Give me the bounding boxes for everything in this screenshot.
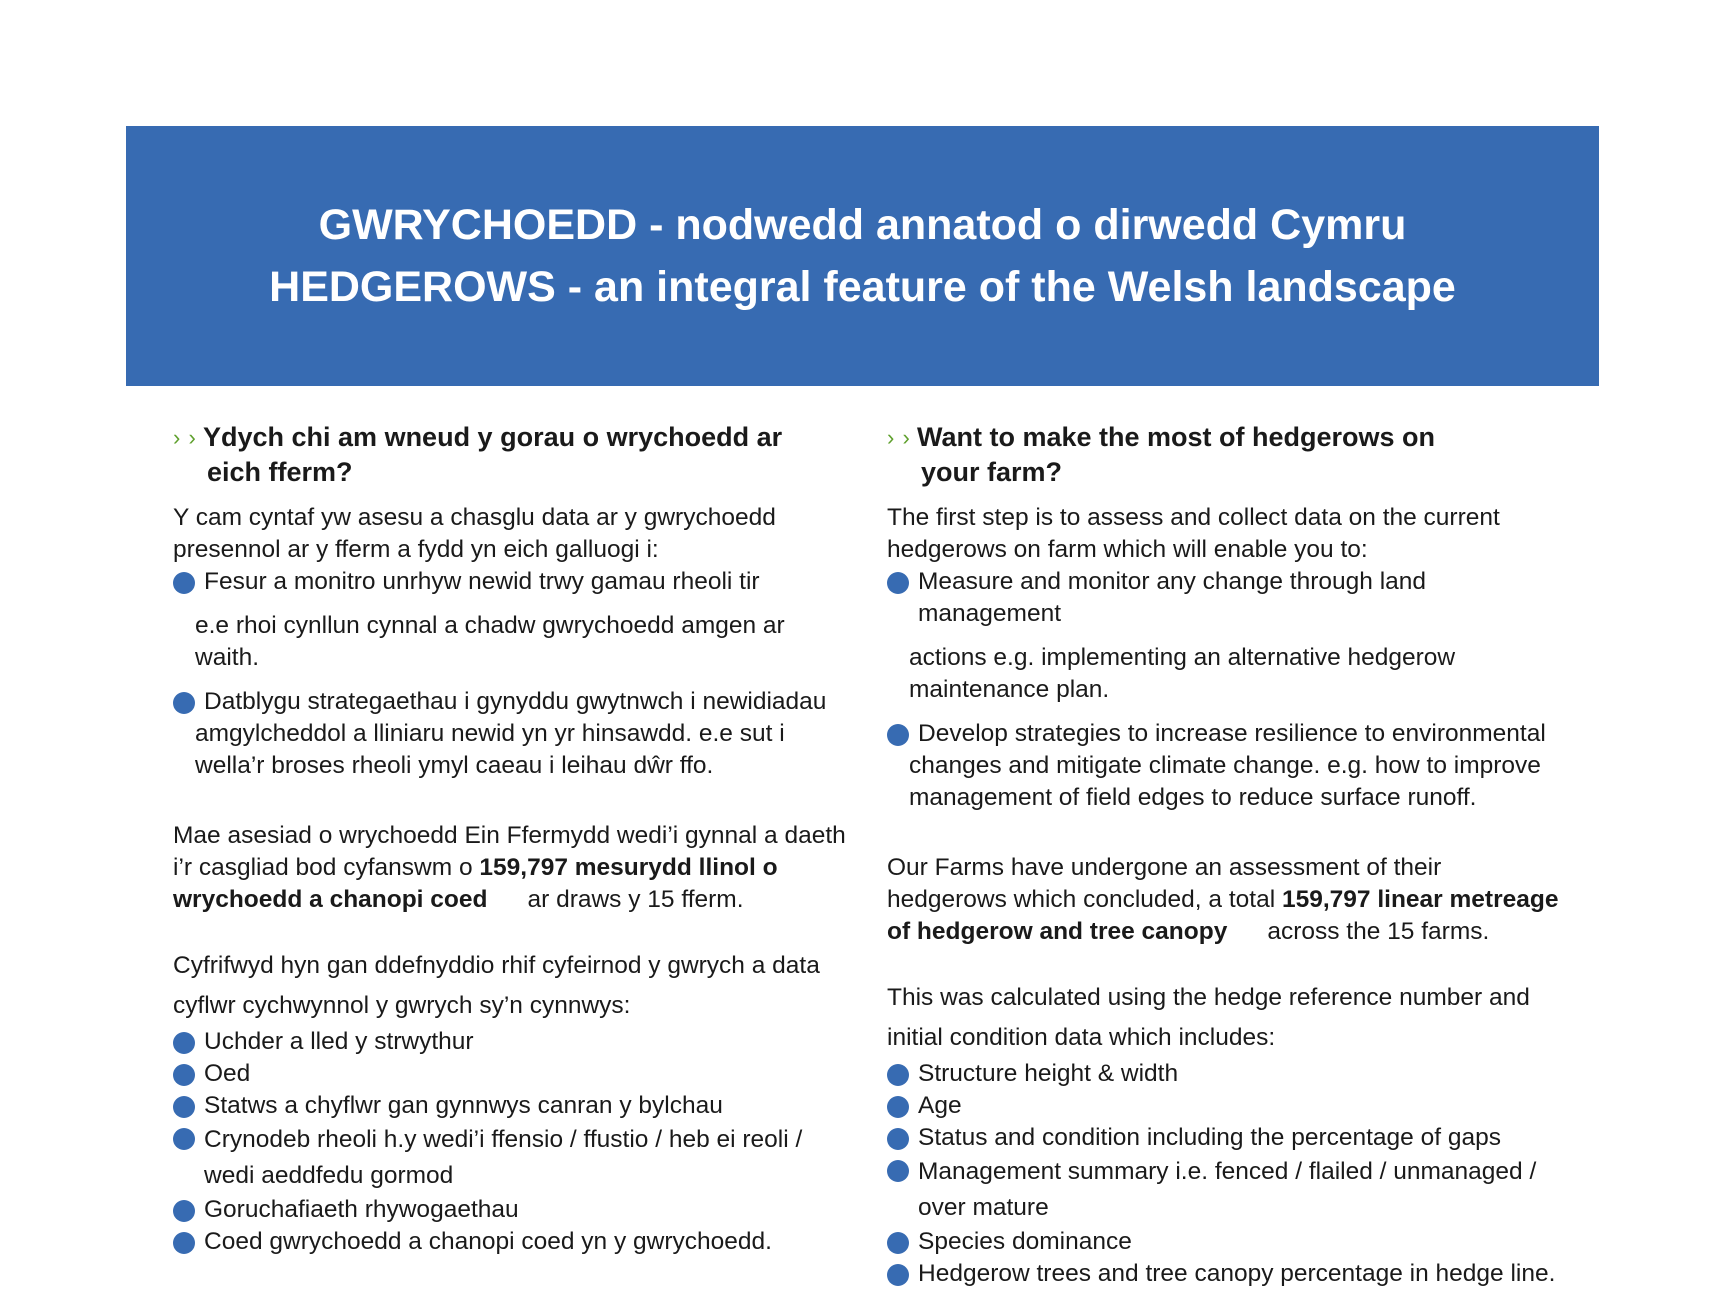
english-heading (887, 420, 1537, 490)
english-assessment (887, 852, 1567, 948)
blue-dot-icon (173, 1064, 195, 1086)
double-chevron-right-icon: › › (173, 425, 197, 450)
bullet-text-continued: changes and mitigate climate change. e.g. how to improve management of field edges to reduce surface runoff. (909, 752, 1541, 811)
welsh-heading (173, 420, 823, 490)
list-item (887, 1226, 1567, 1258)
english-heading-line2: your farm? (921, 457, 1063, 487)
welsh-column (173, 420, 853, 1258)
bullet-text: Goruchafiaeth rhywogaethau (204, 1196, 519, 1223)
english-column (887, 420, 1567, 1290)
welsh-heading-line1: Ydych chi am wneud y gorau o wrychoedd ar (203, 422, 783, 452)
bullet-text: Management summary i.e. fenced / flailed / unmanaged / over mature (918, 1158, 1537, 1221)
list-item (887, 1258, 1567, 1290)
bullet-text: Statws a chyflwr gan gynnwys canran y bylchau (204, 1092, 723, 1119)
blue-dot-icon (887, 1096, 909, 1118)
english-calc-intro: This was calculated using the hedge reference number and initial condition data which includes: (887, 984, 1530, 1051)
blue-dot-icon (887, 1064, 909, 1086)
list-item (887, 1122, 1567, 1154)
bullet-text: Coed gwrychoedd a chanopi coed yn y gwrychoedd. (204, 1228, 772, 1255)
bullet-text: Fesur a monitro unrhyw newid trwy gamau rheoli tir (204, 568, 760, 595)
blue-dot-icon (173, 1128, 195, 1150)
welsh-assessment (173, 820, 853, 916)
english-benefits-list (887, 566, 1567, 814)
bullet-text-continued: amgylcheddol a lliniaru newid yn yr hinsawdd. e.e sut i wella’r broses rheoli ymyl caeau i leihau dŵr ffo. (195, 720, 785, 779)
bullet-text: Uchder a lled y strwythur (204, 1028, 474, 1055)
bullet-text: Measure and monitor any change through land management (918, 568, 1427, 627)
list-item (173, 566, 853, 674)
bullet-text: Hedgerow trees and tree canopy percentage in hedge line. (918, 1260, 1556, 1287)
assessment-text: Our Farms have undergone an assessment of their hedgerows which concluded, a total (887, 854, 1442, 913)
list-item (173, 686, 853, 782)
blue-dot-icon (173, 1200, 195, 1222)
assessment-text-end: across the 15 farms. (1267, 918, 1490, 945)
title-welsh: GWRYCHOEDD - nodwedd annatod o dirwedd Cymru (318, 201, 1407, 249)
welsh-intro: Y cam cyntaf yw asesu a chasglu data ar y gwrychoedd presennol ar y fferm a fydd yn eich galluogi i: (173, 504, 776, 563)
english-intro: The first step is to assess and collect data on the current hedgerows on farm which will enable you to: (887, 504, 1500, 563)
assessment-total: 159,797 linear metreage of hedgerow and tree canopy (887, 886, 1559, 945)
welsh-calc-intro: Cyfrifwyd hyn gan ddefnyddio rhif cyfeirnod y gwrych a data cyflwr cychwynnol y gwrych sy’n cynnwys: (173, 952, 820, 1019)
bullet-text: Age (918, 1092, 962, 1119)
bullet-text: Status and condition including the percentage of gaps (918, 1124, 1501, 1151)
bullet-text: Develop strategies to increase resilience to environmental (918, 720, 1546, 747)
assessment-text-end: ar draws y 15 fferm. (527, 886, 744, 913)
list-item (887, 566, 1567, 706)
english-heading-line1: Want to make the most of hedgerows on (917, 422, 1436, 452)
blue-dot-icon (173, 572, 195, 594)
welsh-condition-list (173, 1026, 853, 1258)
welsh-heading-line2: eich fferm? (207, 457, 353, 487)
blue-dot-icon (173, 692, 195, 714)
list-item (173, 1058, 853, 1090)
blue-dot-icon (887, 724, 909, 746)
double-chevron-right-icon: › › (887, 425, 911, 450)
list-item (173, 1090, 853, 1122)
list-item (173, 1226, 853, 1258)
blue-dot-icon (887, 1232, 909, 1254)
bullet-text: Structure height & width (918, 1060, 1179, 1087)
bullet-text: Datblygu strategaethau i gynyddu gwytnwch i newidiadau (204, 688, 827, 715)
list-item (173, 1026, 853, 1058)
title-english: HEDGEROWS - an integral feature of the Welsh landscape (269, 263, 1456, 311)
list-item (887, 1058, 1567, 1090)
bullet-text: Oed (204, 1060, 251, 1087)
list-item (887, 1090, 1567, 1122)
blue-dot-icon (173, 1232, 195, 1254)
bullet-text-continued: e.e rhoi cynllun cynnal a chadw gwrychoedd amgen ar waith. (195, 612, 785, 671)
bullet-text-continued: actions e.g. implementing an alternative hedgerow maintenance plan. (909, 644, 1456, 703)
blue-dot-icon (887, 1160, 909, 1182)
blue-dot-icon (887, 572, 909, 594)
bullet-text: Crynodeb rheoli h.y wedi’i ffensio / ffustio / heb ei reoli / wedi aeddfedu gormod (204, 1126, 803, 1189)
list-item (173, 1194, 853, 1226)
assessment-text: Mae asesiad o wrychoedd Ein Ffermydd wedi’i gynnal a daeth i’r casgliad bod cyfanswm o (173, 822, 846, 881)
list-item (887, 1154, 1567, 1226)
welsh-benefits-list (173, 566, 853, 782)
blue-dot-icon (173, 1096, 195, 1118)
list-item (887, 718, 1567, 814)
blue-dot-icon (887, 1264, 909, 1286)
assessment-total: 159,797 mesurydd llinol o wrychoedd a chanopi coed (173, 854, 778, 913)
blue-dot-icon (887, 1128, 909, 1150)
list-item (173, 1122, 853, 1194)
english-condition-list (887, 1058, 1567, 1290)
blue-dot-icon (173, 1032, 195, 1054)
bullet-text: Species dominance (918, 1228, 1132, 1255)
title-banner (126, 126, 1599, 386)
